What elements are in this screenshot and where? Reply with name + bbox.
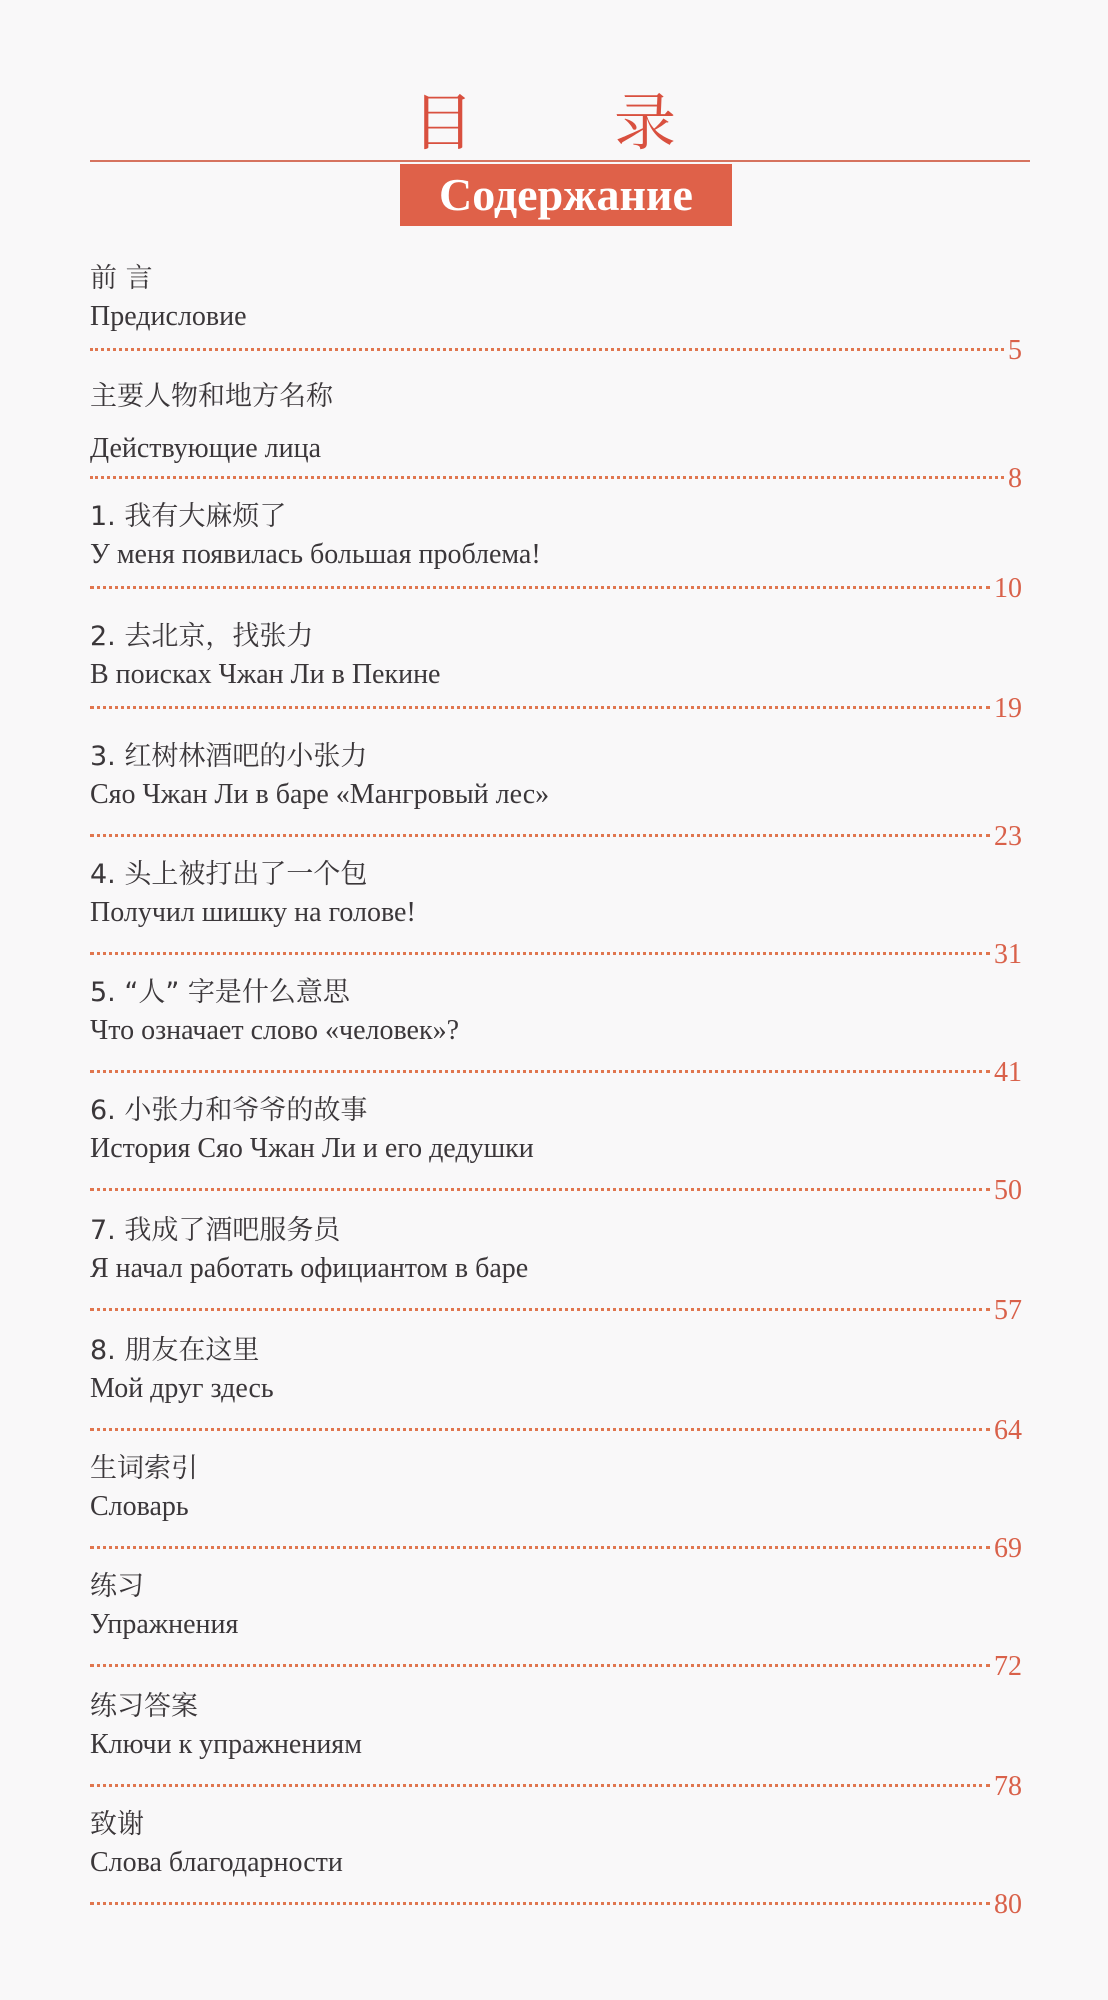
toc-entry-title-zh: 致谢 [90,1809,144,1840]
toc-leader-dots [90,706,990,709]
toc-leader-dots [90,952,990,955]
toc-entry [90,976,1030,1086]
toc-entry-title-ru: Получил шишку на голове! [90,897,416,928]
toc-entry-title-ru: У меня появилась большая проблема! [90,539,541,570]
toc-entry-title-zh: 5. “人” 字是什么意思 [90,977,350,1008]
toc-entry-title-zh: 4. 头上被打出了一个包 [90,859,368,890]
toc-entry [90,500,1030,610]
toc-entry [90,1214,1030,1324]
toc-leader-dots [90,1188,990,1191]
toc-entry [90,1690,1030,1800]
toc-entry [90,1452,1030,1562]
toc-leader-dots [90,1428,990,1431]
toc-entry-title-zh: 练习答案 [90,1691,198,1722]
toc-entry-page-number: 50 [994,1175,1022,1206]
toc-entry [90,262,1030,372]
toc-entry-title-ru: Мой друг здесь [90,1373,274,1404]
toc-leader-dots [90,348,1004,351]
toc-entry-page-number: 10 [994,573,1022,604]
toc-entry-title-zh: 主要人物和地方名称 [90,381,333,412]
toc-leader-dots [90,1308,990,1311]
toc-entry-title-zh: 练习 [90,1571,144,1602]
toc-entry-title-zh: 2. 去北京，找张力 [90,621,314,652]
toc-leader-dots [90,1546,990,1549]
toc-entry-page-number: 31 [994,939,1022,970]
toc-entry [90,380,1030,494]
toc-entry-title-ru: Упражнения [90,1609,239,1640]
toc-entry-title-ru: Ключи к упражнениям [90,1729,362,1760]
toc-entry-title-ru: Слова благодарности [90,1847,343,1878]
toc-entry-title-ru: Что означает слово «человек»? [90,1015,460,1046]
toc-entry-page-number: 19 [994,693,1022,724]
toc-leader-dots [90,1784,990,1787]
toc-leader-dots [90,834,990,837]
toc-entry-title-zh: 1. 我有大麻烦了 [90,501,287,532]
toc-entry-title-ru: Словарь [90,1491,189,1522]
toc-entry-page-number: 80 [994,1889,1022,1920]
toc-entry-title-ru: Я начал работать официантом в баре [90,1253,529,1284]
toc-leader-dots [90,586,990,589]
toc-entry-page-number: 64 [994,1415,1022,1446]
toc-entry-page-number: 57 [994,1295,1022,1326]
toc-entry-title-ru: Сяо Чжан Ли в баре «Мангровый лес» [90,779,550,810]
toc-leader-dots [90,476,1004,479]
toc-entry [90,1334,1030,1444]
toc-leader-dots [90,1070,990,1073]
page-title-russian: Содержание [400,164,732,226]
toc-entry-title-ru: В поисках Чжан Ли в Пекине [90,659,441,690]
toc-entry-title-zh: 6. 小张力和爷爷的故事 [90,1095,368,1126]
toc-entry-page-number: 41 [994,1057,1022,1088]
toc-entry [90,1808,1030,1918]
toc-entry-title-zh: 7. 我成了酒吧服务员 [90,1215,341,1246]
toc-entry [90,620,1030,730]
toc-entry [90,740,1030,850]
toc-entry-title-zh: 8. 朋友在这里 [90,1335,260,1366]
toc-entry-title-zh: 生词索引 [90,1453,198,1484]
toc-entry-title-ru: Действующие лица [90,433,322,464]
toc-entry-page-number: 8 [1008,463,1022,494]
toc-entry [90,1094,1030,1204]
toc-entry-page-number: 72 [994,1651,1022,1682]
title-char-2: 录 [614,86,677,159]
toc-leader-dots [90,1664,990,1667]
toc-entry-title-zh: 3. 红树林酒吧的小张力 [90,741,368,772]
toc-entry-page-number: 23 [994,821,1022,852]
toc-entry-title-zh: 前 言 [90,263,153,294]
toc-entry [90,1570,1030,1680]
toc-entry-title-ru: История Сяо Чжан Ли и его дедушки [90,1133,534,1164]
title-char-1: 目 [412,86,475,159]
toc-entry-page-number: 5 [1008,335,1022,366]
toc-entry-title-ru: Предисловие [90,301,247,332]
toc-entry-page-number: 78 [994,1771,1022,1802]
toc-leader-dots [90,1902,990,1905]
toc-entry-page-number: 69 [994,1533,1022,1564]
toc-entry [90,858,1030,968]
